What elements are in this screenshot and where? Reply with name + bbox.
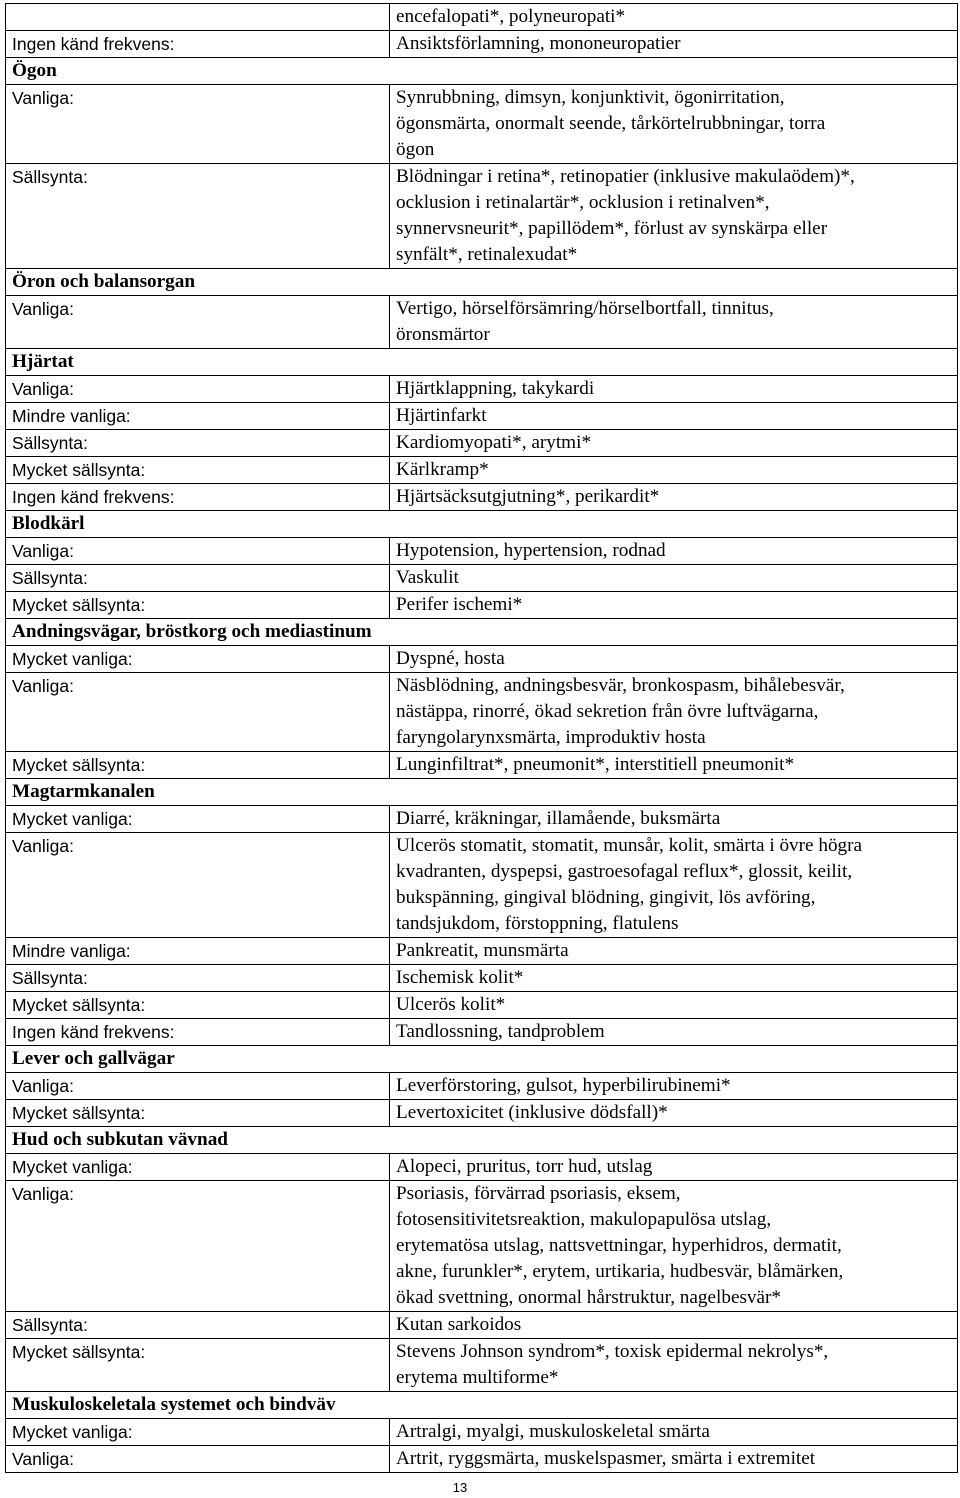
reaction-cell: Leverförstoring, gulsot, hyperbilirubinemi* bbox=[390, 1073, 958, 1100]
table-row bbox=[6, 457, 958, 484]
table-row bbox=[6, 1100, 958, 1127]
table-row bbox=[6, 1019, 958, 1046]
reaction-cell: Tandlossning, tandproblem bbox=[390, 1019, 958, 1046]
frequency-cell: Mycket sällsynta: bbox=[6, 752, 390, 779]
table-row bbox=[6, 430, 958, 457]
frequency-cell: Mycket sällsynta: bbox=[6, 1339, 390, 1392]
reaction-cell: Hjärtinfarkt bbox=[390, 403, 958, 430]
category-row bbox=[6, 779, 958, 806]
category-heading: Hud och subkutan vävnad bbox=[6, 1127, 958, 1154]
table-row bbox=[6, 85, 958, 164]
table-row bbox=[6, 1339, 958, 1392]
reaction-cell: Lunginfiltrat*, pneumonit*, interstitiell pneumonit* bbox=[390, 752, 958, 779]
table-row bbox=[6, 4, 958, 31]
category-row bbox=[6, 1046, 958, 1073]
table-row bbox=[6, 1073, 958, 1100]
frequency-cell: Mycket sällsynta: bbox=[6, 457, 390, 484]
reaction-cell: encefalopati*, polyneuropati* bbox=[390, 4, 958, 31]
table-row bbox=[6, 403, 958, 430]
frequency-cell: Vanliga: bbox=[6, 1181, 390, 1312]
frequency-cell: Ingen känd frekvens: bbox=[6, 484, 390, 511]
table-row bbox=[6, 752, 958, 779]
table-row bbox=[6, 31, 958, 58]
reaction-cell: Ischemisk kolit* bbox=[390, 965, 958, 992]
reaction-cell: Dyspné, hosta bbox=[390, 646, 958, 673]
category-heading: Blodkärl bbox=[6, 511, 958, 538]
table-row bbox=[6, 296, 958, 349]
table-row bbox=[6, 938, 958, 965]
frequency-cell: Mycket sällsynta: bbox=[6, 992, 390, 1019]
page-number: 13 bbox=[452, 1480, 468, 1495]
reaction-cell: Alopeci, pruritus, torr hud, utslag bbox=[390, 1154, 958, 1181]
table-row bbox=[6, 965, 958, 992]
table-row bbox=[6, 1419, 958, 1446]
table-row bbox=[6, 1181, 958, 1312]
reaction-cell: Kärlkramp* bbox=[390, 457, 958, 484]
category-row bbox=[6, 1127, 958, 1154]
category-row bbox=[6, 511, 958, 538]
reaction-cell: Hjärtklappning, takykardi bbox=[390, 376, 958, 403]
frequency-cell: Mycket sällsynta: bbox=[6, 592, 390, 619]
frequency-cell: Sällsynta: bbox=[6, 164, 390, 269]
frequency-cell: Ingen känd frekvens: bbox=[6, 31, 390, 58]
table-row bbox=[6, 565, 958, 592]
reaction-cell: Ulcerös kolit* bbox=[390, 992, 958, 1019]
frequency-cell: Vanliga: bbox=[6, 538, 390, 565]
reaction-cell: Vertigo, hörselförsämring/hörselbortfall, tinnitus, öronsmärtor bbox=[390, 296, 958, 349]
table-row bbox=[6, 484, 958, 511]
reaction-cell: Diarré, kräkningar, illamående, buksmärta bbox=[390, 806, 958, 833]
table-row bbox=[6, 592, 958, 619]
reaction-cell: Ulcerös stomatit, stomatit, munsår, kolit, smärta i övre högra kvadranten, dyspepsi, gastroesofagal reflux*, glossit, keilit, bukspänning, gingival blödning, gingivit, lös avföring, tandsjukdom, förstoppning, flatulens bbox=[390, 833, 958, 938]
table-row bbox=[6, 806, 958, 833]
reaction-cell: Synrubbning, dimsyn, konjunktivit, ögonirritation, ögonsmärta, onormalt seende, tårkörtelrubbningar, torra ögon bbox=[390, 85, 958, 164]
frequency-cell: Vanliga: bbox=[6, 85, 390, 164]
category-heading: Hjärtat bbox=[6, 349, 958, 376]
category-row bbox=[6, 349, 958, 376]
reaction-cell: Pankreatit, munsmärta bbox=[390, 938, 958, 965]
reaction-cell: Artrit, ryggsmärta, muskelspasmer, smärta i extremitet bbox=[390, 1446, 958, 1473]
reaction-cell: Hypotension, hypertension, rodnad bbox=[390, 538, 958, 565]
adverse-reactions-table bbox=[5, 3, 958, 1473]
reaction-cell: Kutan sarkoidos bbox=[390, 1312, 958, 1339]
frequency-cell: Ingen känd frekvens: bbox=[6, 1019, 390, 1046]
table-row bbox=[6, 1154, 958, 1181]
frequency-cell: Vanliga: bbox=[6, 376, 390, 403]
frequency-cell: Vanliga: bbox=[6, 296, 390, 349]
frequency-cell: Mycket vanliga: bbox=[6, 1154, 390, 1181]
frequency-cell: Vanliga: bbox=[6, 833, 390, 938]
category-row bbox=[6, 58, 958, 85]
reaction-cell: Ansiktsförlamning, mononeuropatier bbox=[390, 31, 958, 58]
reaction-cell: Vaskulit bbox=[390, 565, 958, 592]
table-row bbox=[6, 376, 958, 403]
reaction-cell: Stevens Johnson syndrom*, toxisk epidermal nekrolys*, erytema multiforme* bbox=[390, 1339, 958, 1392]
category-row bbox=[6, 619, 958, 646]
frequency-cell bbox=[6, 4, 390, 31]
reaction-cell: Blödningar i retina*, retinopatier (inklusive makulaödem)*, ocklusion i retinalartär*, ocklusion i retinalven*, synnervsneurit*, papillödem*, förlust av synskärpa eller synfält*, retinalexudat* bbox=[390, 164, 958, 269]
frequency-cell: Sällsynta: bbox=[6, 430, 390, 457]
reaction-cell: Psoriasis, förvärrad psoriasis, eksem, fotosensitivitetsreaktion, makulopapulösa utslag, erytematösa utslag, nattsvettningar, hyperhidros, dermatit, akne, furunkler*, erytem, urtikaria, hudbesvär, blåmärken, ökad svettning, onormal hårstruktur, nagelbesvär* bbox=[390, 1181, 958, 1312]
reaction-cell: Perifer ischemi* bbox=[390, 592, 958, 619]
table-row bbox=[6, 538, 958, 565]
reaction-cell: Hjärtsäcksutgjutning*, perikardit* bbox=[390, 484, 958, 511]
frequency-cell: Vanliga: bbox=[6, 673, 390, 752]
reaction-cell: Artralgi, myalgi, muskuloskeletal smärta bbox=[390, 1419, 958, 1446]
category-heading: Lever och gallvägar bbox=[6, 1046, 958, 1073]
category-heading: Muskuloskeletala systemet och bindväv bbox=[6, 1392, 958, 1419]
frequency-cell: Mycket vanliga: bbox=[6, 806, 390, 833]
table-row bbox=[6, 673, 958, 752]
table-row bbox=[6, 646, 958, 673]
frequency-cell: Vanliga: bbox=[6, 1073, 390, 1100]
category-row bbox=[6, 1392, 958, 1419]
frequency-cell: Mycket sällsynta: bbox=[6, 1100, 390, 1127]
frequency-cell: Mindre vanliga: bbox=[6, 403, 390, 430]
table-row bbox=[6, 1312, 958, 1339]
frequency-cell: Sällsynta: bbox=[6, 565, 390, 592]
table-row bbox=[6, 992, 958, 1019]
category-heading: Ögon bbox=[6, 58, 958, 85]
category-heading: Öron och balansorgan bbox=[6, 269, 958, 296]
table-row bbox=[6, 833, 958, 938]
category-heading: Magtarmkanalen bbox=[6, 779, 958, 806]
frequency-cell: Mindre vanliga: bbox=[6, 938, 390, 965]
table-row bbox=[6, 1446, 958, 1473]
category-row bbox=[6, 269, 958, 296]
reaction-cell: Levertoxicitet (inklusive dödsfall)* bbox=[390, 1100, 958, 1127]
frequency-cell: Sällsynta: bbox=[6, 965, 390, 992]
category-heading: Andningsvägar, bröstkorg och mediastinum bbox=[6, 619, 958, 646]
frequency-cell: Mycket vanliga: bbox=[6, 646, 390, 673]
frequency-cell: Mycket vanliga: bbox=[6, 1419, 390, 1446]
reaction-cell: Näsblödning, andningsbesvär, bronkospasm, bihålebesvär, nästäppa, rinorré, ökad sekretion från övre luftvägarna, faryngolarynxsmärta, improduktiv hosta bbox=[390, 673, 958, 752]
reaction-cell: Kardiomyopati*, arytmi* bbox=[390, 430, 958, 457]
table-body bbox=[6, 4, 958, 1473]
frequency-cell: Vanliga: bbox=[6, 1446, 390, 1473]
table-row bbox=[6, 164, 958, 269]
frequency-cell: Sällsynta: bbox=[6, 1312, 390, 1339]
